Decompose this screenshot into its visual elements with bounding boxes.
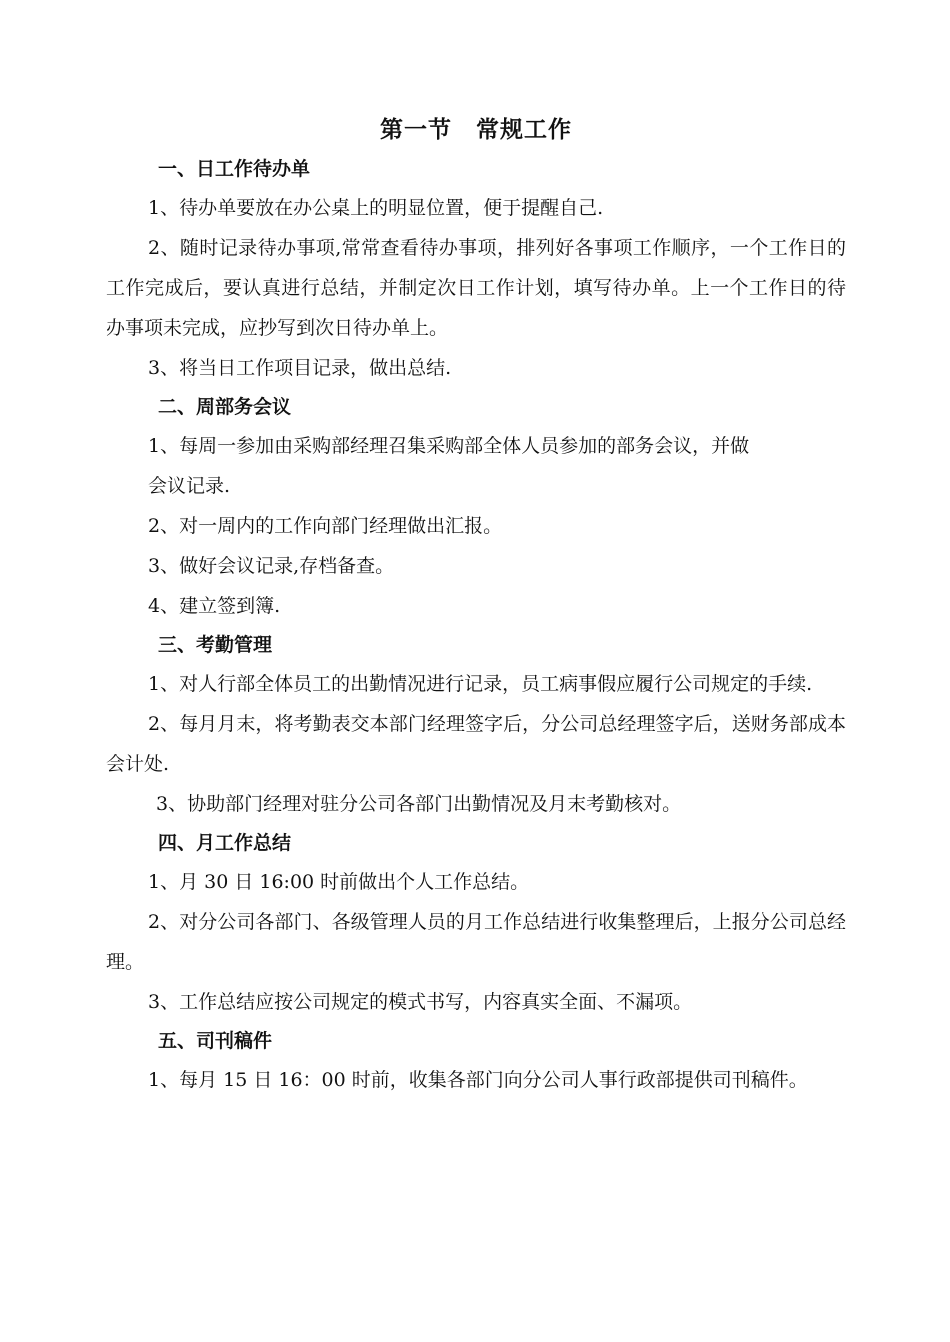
- document-page: [106, 110, 846, 1100]
- paragraph: 2、对分公司各部门、各级管理人员的月工作总结进行收集整理后，上报分公司总经理。: [106, 911, 846, 973]
- paragraph: 2、随时记录待办事项,常常查看待办事项，排列好各事项工作顺序，一个工作日的工作完成后，要认真进行总结，并制定次日工作计划，填写待办单。上一个工作日的待办事项未完成，应抄写到次日待办单上。: [106, 237, 846, 339]
- section-heading-4: 四、月工作总结: [158, 832, 292, 854]
- paragraph: 3、工作总结应按公司规定的模式书写，内容真实全面、不漏项。: [148, 991, 693, 1013]
- section-heading-1: 一、日工作待办单: [158, 158, 311, 180]
- paragraph: 1、对人行部全体员工的出勤情况进行记录，员工病事假应履行公司规定的手续.: [148, 673, 813, 695]
- section-heading-5: 五、司刊稿件: [158, 1030, 273, 1052]
- page-title: 第一节 常规工作: [380, 117, 572, 143]
- paragraph: 2、每月月末，将考勤表交本部门经理签字后，分公司总经理签字后，送财务部成本会计处.: [106, 713, 846, 775]
- paragraph: 2、对一周内的工作向部门经理做出汇报。: [148, 515, 503, 537]
- paragraph: 1、待办单要放在办公桌上的明显位置，便于提醒自己.: [148, 197, 604, 219]
- paragraph: 3、协助部门经理对驻分公司各部门出勤情况及月末考勤核对。: [156, 793, 682, 815]
- section-heading-2: 二、周部务会议: [158, 396, 292, 418]
- paragraph: 3、将当日工作项目记录，做出总结.: [148, 357, 452, 379]
- paragraph: 1、月 30 日 16:00 时前做出个人工作总结。: [148, 871, 530, 893]
- paragraph-continuation: 会议记录.: [148, 475, 231, 497]
- paragraph: 1、每周一参加由采购部经理召集采购部全体人员参加的部务会议，并做: [148, 435, 750, 457]
- section-heading-3: 三、考勤管理: [158, 634, 273, 656]
- paragraph: 3、做好会议记录,存档备查。: [148, 555, 395, 577]
- paragraph: 4、建立签到簿.: [148, 595, 281, 617]
- paragraph: 1、每月 15 日 16：00 时前，收集各部门向分公司人事行政部提供司刊稿件。: [148, 1069, 808, 1091]
